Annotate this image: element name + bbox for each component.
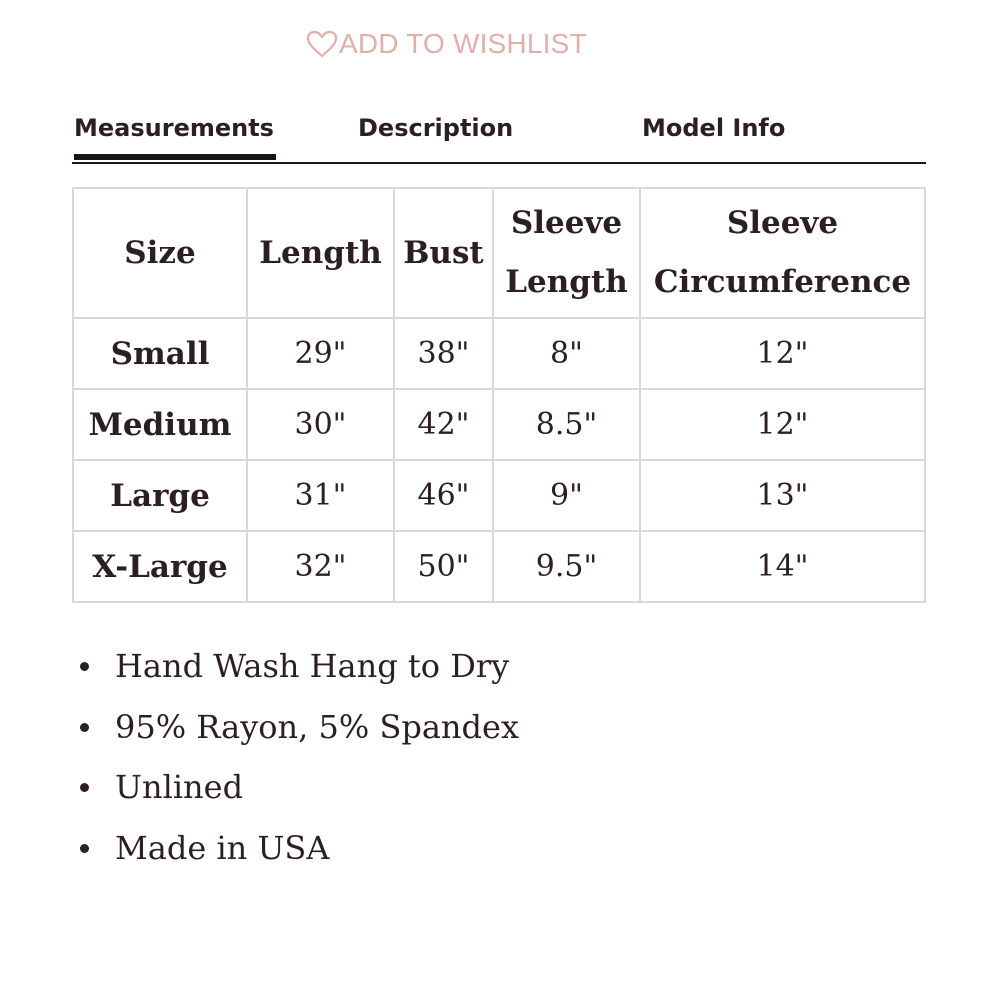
bullet-icon [80,662,89,671]
header-length: Length [247,188,394,318]
bust-cell: 50" [394,531,493,602]
table-row [73,318,925,389]
sleeve-circumference-cell: 13" [640,460,925,531]
list-item [72,636,519,697]
size-cell: Medium [73,389,247,460]
length-cell: 31" [247,460,394,531]
sleeve-length-cell: 8.5" [493,389,640,460]
tab-description[interactable]: Description [358,114,514,142]
sleeve-length-cell: 9" [493,460,640,531]
table-row [73,531,925,602]
header-size: Size [73,188,247,318]
table-row [73,389,925,460]
sleeve-length-cell: 9.5" [493,531,640,602]
add-to-wishlist-link[interactable] [305,24,587,64]
bust-cell: 38" [394,318,493,389]
size-cell: X-Large [73,531,247,602]
header-sleeve-circumference-line2: Circumference [653,264,912,300]
header-sleeve-length-line2: Length [505,264,628,300]
bullet-icon [80,844,89,853]
header-bust: Bust [394,188,493,318]
table-header-row [73,188,925,318]
list-item [72,757,519,818]
length-cell: 30" [247,389,394,460]
sleeve-circumference-cell: 12" [640,318,925,389]
sleeve-circumference-cell: 12" [640,389,925,460]
product-tabs [72,108,926,164]
list-item [72,697,519,758]
sleeve-length-cell: 8" [493,318,640,389]
size-cell: Large [73,460,247,531]
list-item-text: 95% Rayon, 5% Spandex [115,707,519,746]
sleeve-circumference-cell: 14" [640,531,925,602]
header-sleeve-length-line1: Sleeve [510,205,623,242]
list-item-text: Unlined [115,768,244,806]
tab-model-info[interactable]: Model Info [642,114,786,142]
header-sleeve-length [493,188,640,318]
list-item [72,818,519,879]
bust-cell: 46" [394,460,493,531]
wishlist-label: ADD TO WISHLIST [339,28,587,59]
size-cell: Small [73,318,247,389]
size-chart-table [72,187,926,603]
list-item-text: Hand Wash Hang to Dry [115,647,510,685]
bullet-icon [80,783,89,792]
list-item-text: Made in USA [115,828,330,867]
product-details-list [72,636,519,878]
heart-outline-icon [305,29,339,59]
header-sleeve-circumference [640,188,925,318]
tab-measurements[interactable]: Measurements [74,114,274,142]
table-row [73,460,925,531]
header-sleeve-circumference-line1: Sleeve [726,205,839,242]
bust-cell: 42" [394,389,493,460]
length-cell: 29" [247,318,394,389]
bullet-icon [80,723,89,732]
length-cell: 32" [247,531,394,602]
